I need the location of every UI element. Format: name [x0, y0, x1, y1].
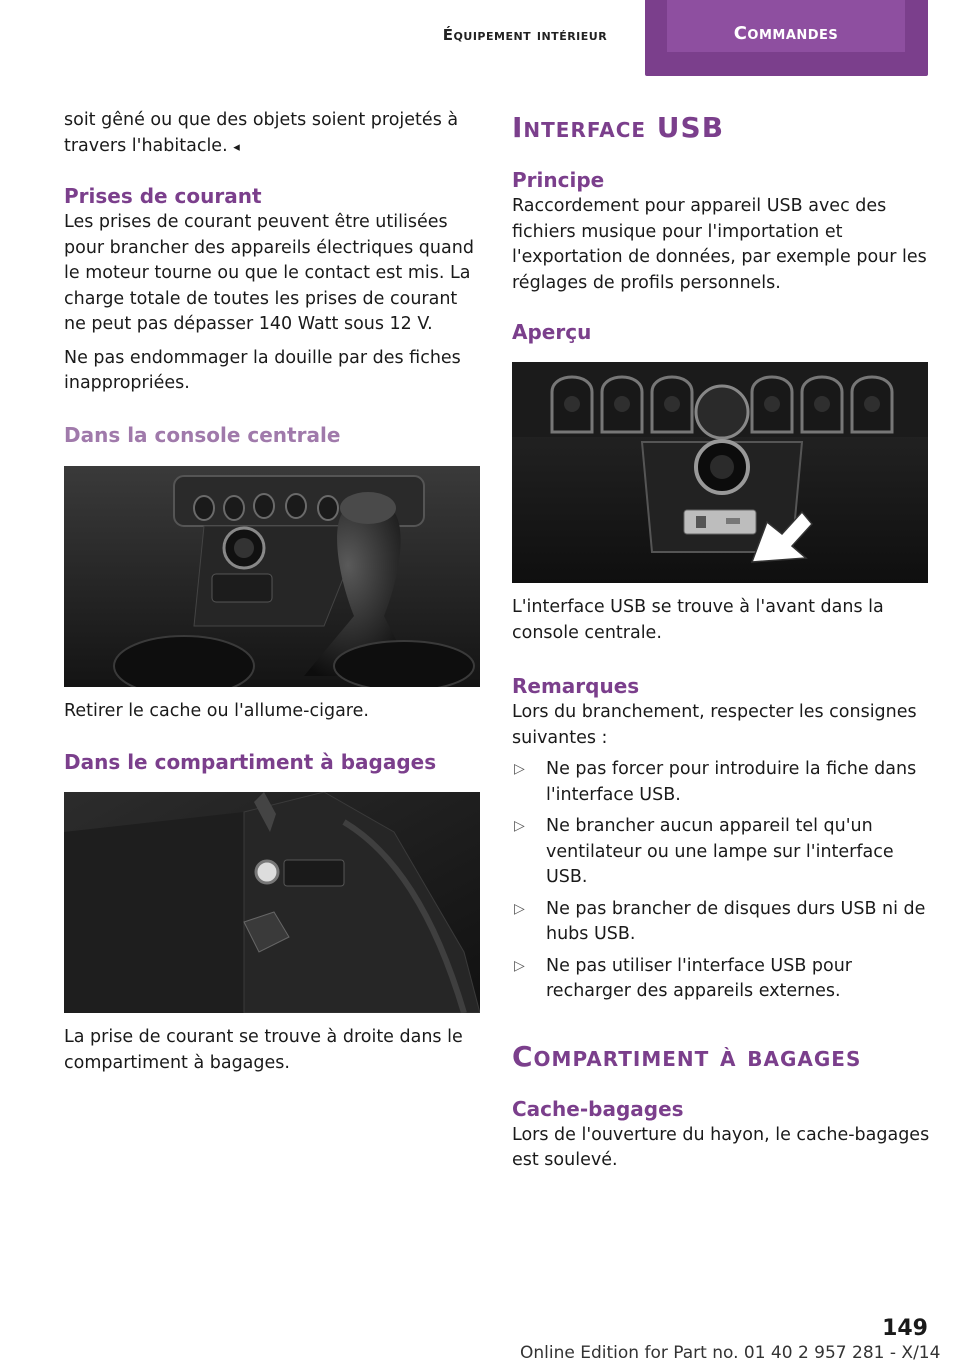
- intro-paragraph: [64, 108, 482, 160]
- trunk-heading: Dans le compartiment à bagages: [64, 750, 437, 774]
- console-heading: Dans la console centrale: [64, 422, 341, 447]
- principe-heading: Principe: [512, 168, 605, 192]
- remarques-list: [512, 757, 930, 1005]
- header-section-title: Équipement intérieur: [442, 26, 608, 44]
- list-item: [512, 757, 930, 808]
- console-caption: Retirer le cache ou l'allume-cigare.: [64, 700, 369, 721]
- left-column: [64, 108, 482, 1076]
- prises-heading: Prises de courant: [64, 184, 262, 208]
- apercu-caption: L'interface USB se trouve à l'avant dans la console centrale.: [512, 597, 884, 643]
- trunk-photo: [64, 792, 480, 1013]
- prises-paragraph-1: Les prises de courant peuvent être utilisées pour brancher des appareils électriques quand le moteur tourne ou que le contact est mis. La charge totale de toutes les prises de courant ne peut pas dépasser 140 Watt sous 12 V.: [64, 212, 474, 334]
- bullet-triangle-icon: ▷: [514, 957, 525, 974]
- remarques-intro: Lors du branchement, respecter les consignes suivantes :: [512, 702, 917, 748]
- list-item: [512, 814, 930, 891]
- remarques-heading: Remarques: [512, 674, 640, 698]
- list-item-text: Ne pas forcer pour introduire la fiche dans l'interface USB.: [546, 759, 917, 805]
- right-column: [512, 110, 930, 1174]
- bullet-triangle-icon: ▷: [514, 761, 525, 777]
- page-number: 149: [882, 1316, 928, 1341]
- edition-footer: Online Edition for Part no. 01 40 2 957 281 - X/14: [520, 1343, 941, 1363]
- prises-paragraph-2: Ne pas endommager la douille par des fiches inappropriées.: [64, 347, 461, 393]
- apercu-heading: Aperçu: [512, 320, 592, 344]
- list-item: [512, 954, 930, 1005]
- list-item-text: Ne brancher aucun appareil tel qu'un ventilateur ou une lampe sur l'interface USB.: [546, 816, 894, 887]
- bullet-triangle-icon: ▷: [514, 818, 525, 834]
- list-item-text: Ne pas brancher de disques durs USB ni de hubs USB.: [546, 898, 926, 944]
- bullet-triangle-icon: ▷: [514, 900, 525, 917]
- list-item-text: Ne pas utiliser l'interface USB pour recharger des appareils externes.: [546, 955, 852, 1001]
- end-of-section-mark: ◂: [233, 139, 240, 155]
- usb-title: Interface USB: [512, 111, 725, 144]
- header-chapter-label: Commandes: [667, 0, 905, 52]
- cache-bagages-paragraph: Lors de l'ouverture du hayon, le cache-bagages est soulevé.: [512, 1124, 930, 1170]
- usb-photo: [512, 362, 928, 583]
- intro-text: soit gêné ou que des objets soient projetés à travers l'habitacle.: [64, 110, 459, 156]
- principe-paragraph: Raccordement pour appareil USB avec des fichiers musique pour l'importation et l'exportation de données, par exemple pour les réglages de profils personnels.: [512, 196, 927, 293]
- header-chapter-tab: [645, 0, 928, 76]
- list-item: [512, 897, 930, 948]
- cache-bagages-heading: Cache-bagages: [512, 1096, 684, 1121]
- page-header: [0, 0, 960, 76]
- compartiment-title: Compartiment à bagages: [512, 1039, 862, 1073]
- console-photo: [64, 466, 480, 687]
- trunk-caption: La prise de courant se trouve à droite dans le compartiment à bagages.: [64, 1027, 463, 1073]
